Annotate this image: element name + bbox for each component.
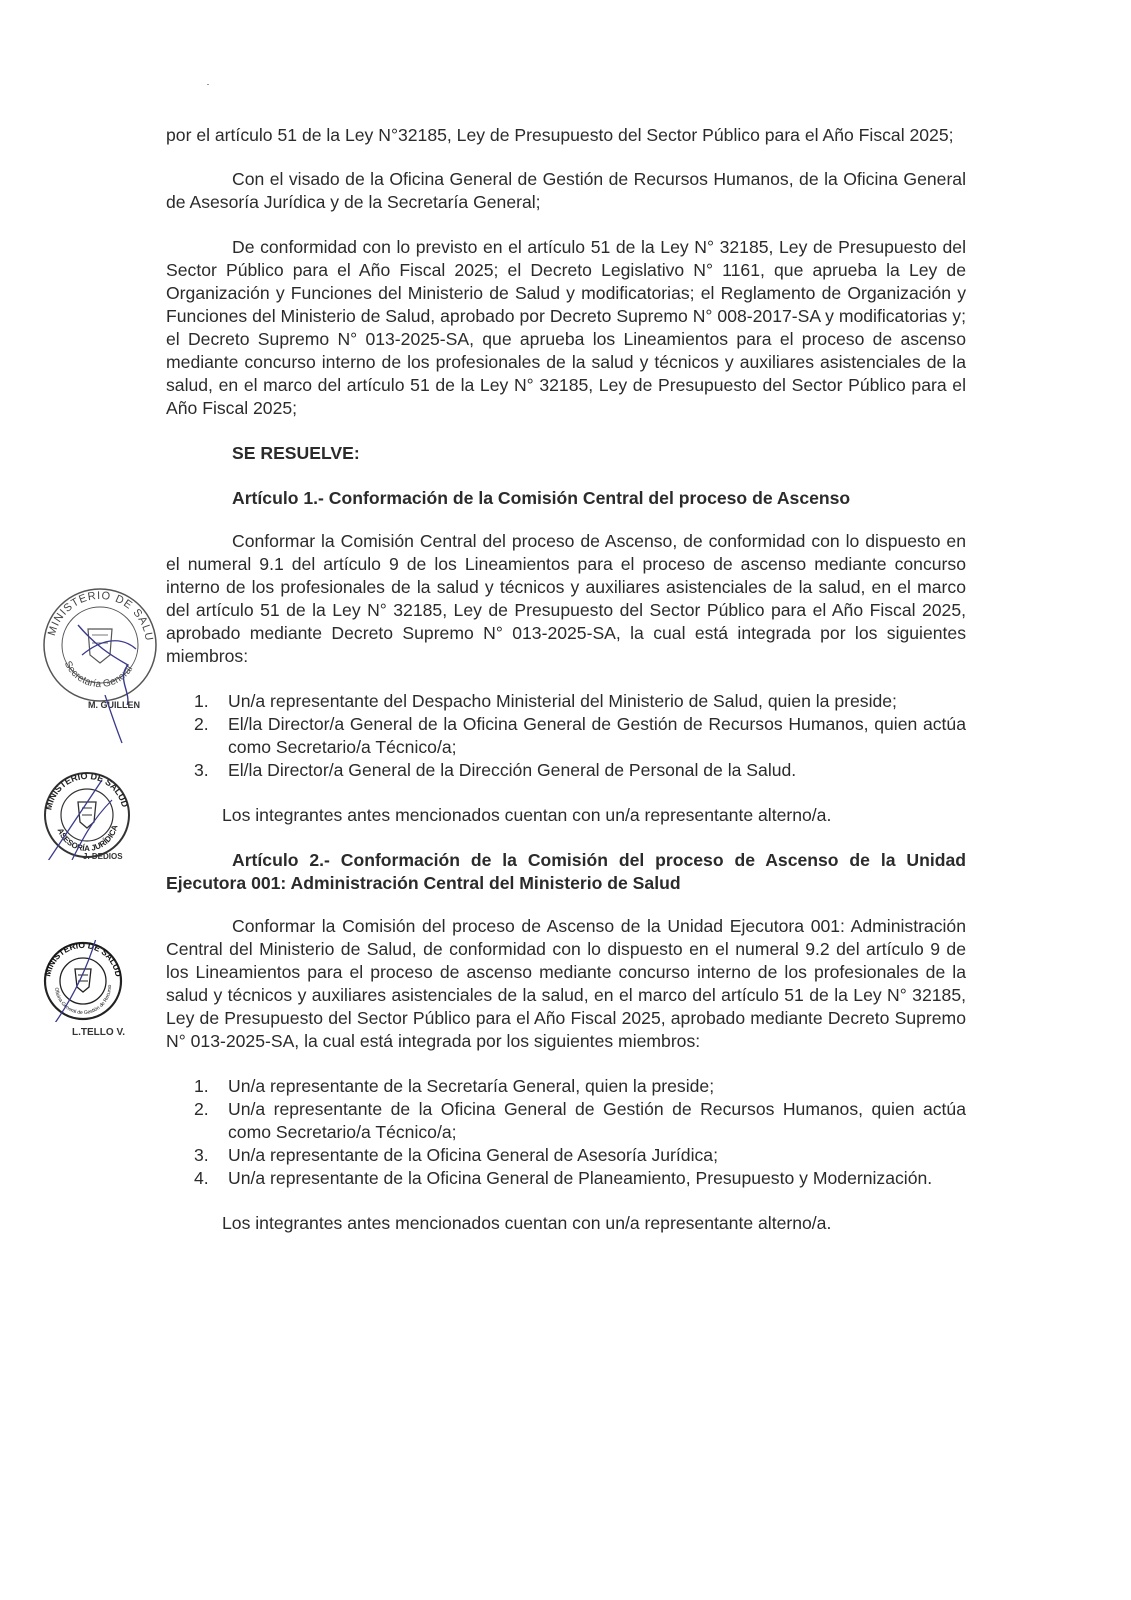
- svg-text:MINISTERIO DE SALUD: [43, 771, 130, 811]
- list-item: [166, 713, 966, 759]
- article-2-body: Conformar la Comisión del proceso de Ascenso de la Unidad Ejecutora 001: Administración Central del Ministerio de Salud, de conformidad con lo dispuesto en el numeral 9.2 del artículo 9 de los Lineamientos para el proceso de ascenso mediante concurso interno de los profesionales de la salud y técnicos y auxiliares asistenciales de la salud, en el marco del artículo 51 de la Ley N° 32185, Ley de Presupuesto del Sector Público para el Año Fiscal 2025, aprobado mediante Decreto Supremo N° 013-2025-SA, la cual está integrada por los siguientes miembros:: [166, 916, 966, 1051]
- article-2-closing: Los integrantes antes mencionados cuentan con un/a representante alterno/a.: [222, 1213, 832, 1233]
- article-1-body: Conformar la Comisión Central del proceso de Ascenso, de conformidad con lo dispuesto en el numeral 9.1 del artículo 9 de los Lineamientos para el proceso de ascenso mediante concurso interno de los profesionales de la salud y técnicos y auxiliares asistenciales de la salud, en el marco del artículo 51 de la Ley N° 32185, Ley de Presupuesto del Sector Público para el Año Fiscal 2025, aprobado mediante Decreto Supremo N° 013-2025-SA, la cual está integrada por los siguientes miembros:: [166, 531, 966, 666]
- article-1-closing: Los integrantes antes mencionados cuentan con un/a representante alterno/a.: [222, 805, 832, 825]
- list-item-number: 3.: [194, 760, 209, 780]
- signer-initials: L.TELLO V.: [72, 1027, 125, 1038]
- list-item-text: Un/a representante de la Oficina General de Asesoría Jurídica;: [228, 1145, 718, 1165]
- list-item: [166, 1098, 966, 1144]
- list-item-text: El/la Director/a General de la Oficina General de Gestión de Recursos Humanos, quien actúa como Secretario/a Técnico/a;: [228, 714, 966, 757]
- seal-inner-text: Oficina General de Gestión de Recurso: [53, 984, 114, 1017]
- seal-ring-text: MINISTERIO DE SALU: [45, 589, 155, 643]
- list-item-number: 1.: [194, 1076, 209, 1096]
- article-2-member-list: [166, 1075, 966, 1190]
- list-item-text: Un/a representante de la Oficina General de Gestión de Recursos Humanos, quien actúa como Secretario/a Técnico/a;: [228, 1099, 966, 1142]
- list-item-text: Un/a representante del Despacho Ministerial del Ministerio de Salud, quien la preside;: [228, 691, 897, 711]
- article-1-member-list: [166, 690, 966, 782]
- recursos-humanos-seal: [42, 940, 124, 1022]
- scan-speck: [207, 84, 209, 85]
- list-item-number: 3.: [194, 1145, 209, 1165]
- intro-paragraph-1: por el artículo 51 de la Ley N°32185, Ley de Presupuesto del Sector Público para el Año Fiscal 2025;: [166, 125, 954, 145]
- list-item: [166, 1167, 966, 1190]
- article-1-title: Artículo 1.- Conformación de la Comisión Central del proceso de Ascenso: [232, 488, 851, 508]
- seal-inner-text: ASESORÍA JURÍDICA: [55, 823, 120, 854]
- signer-initials: M. GUILLEN: [88, 700, 140, 710]
- secretaria-general-seal: [40, 585, 160, 705]
- list-item: [166, 759, 966, 782]
- article-2-title: Artículo 2.- Conformación de la Comisión del proceso de Ascenso de la Unidad Ejecutora 001: Administración Central del Ministerio de Salud: [166, 850, 966, 893]
- intro-paragraph-2: Con el visado de la Oficina General de Gestión de Recursos Humanos, de la Oficina General de Asesoría Jurídica y de la Secretaría General;: [166, 169, 966, 212]
- signature-stroke: [100, 695, 130, 745]
- list-item-number: 4.: [194, 1168, 209, 1188]
- list-item: [166, 1075, 966, 1098]
- seal-inner-text: Secretaría General: [61, 659, 136, 691]
- list-item-number: 1.: [194, 691, 209, 711]
- resolve-heading: SE RESUELVE:: [232, 443, 360, 463]
- list-item-number: 2.: [194, 714, 209, 734]
- list-item-number: 2.: [194, 1099, 209, 1119]
- list-item-text: Un/a representante de la Oficina General de Planeamiento, Presupuesto y Modernización.: [228, 1168, 933, 1188]
- document-body: [166, 124, 966, 1257]
- seal-ring-text: MINISTERIO DE SALUD: [43, 770, 131, 811]
- intro-paragraph-3: De conformidad con lo previsto en el artículo 51 de la Ley N° 32185, Ley de Presupuesto del Sector Público para el Año Fiscal 2025; el Decreto Legislativo N° 1161, que aprueba la Ley de Organización y Funciones del Ministerio de Salud y modificatorias; el Reglamento de Organización y Funciones del Ministerio de Salud, aprobado por Decreto Supremo N° 008-2017-SA y modificatorias y; el Decreto Supremo N° 013-2025-SA, que aprueba los Lineamientos para el proceso de ascenso mediante concurso interno de los profesionales de la salud y técnicos y auxiliares asistenciales de la salud, en el marco del artículo 51 de la Ley N° 32185, Ley de Presupuesto del Sector Público para el Año Fiscal 2025;: [166, 237, 966, 418]
- list-item: [166, 1144, 966, 1167]
- list-item-text: Un/a representante de la Secretaría General, quien la preside;: [228, 1076, 715, 1096]
- asesoria-juridica-seal: [42, 770, 132, 860]
- list-item: [166, 690, 966, 713]
- seal-ring-text: MINISTERIO DE SALUD: [42, 940, 124, 978]
- svg-text:MINISTERIO DE SALUD: [40, 585, 155, 642]
- list-item-text: El/la Director/a General de la Dirección General de Personal de la Salud.: [228, 760, 797, 780]
- signer-initials: J. DEDIOS: [83, 852, 123, 861]
